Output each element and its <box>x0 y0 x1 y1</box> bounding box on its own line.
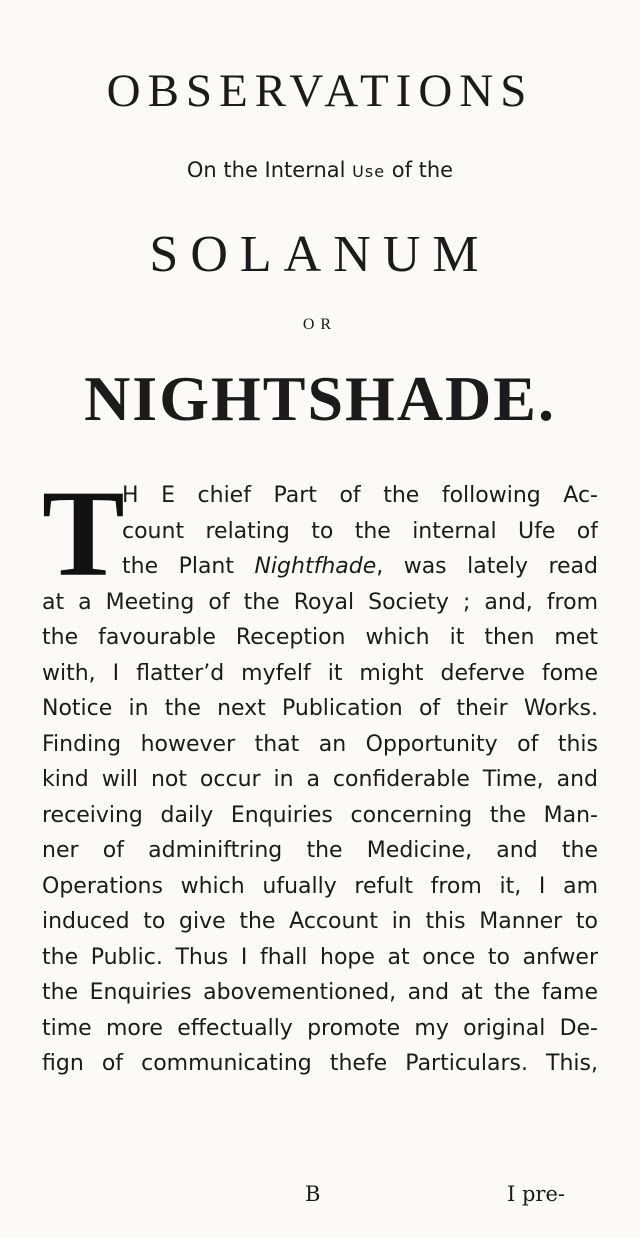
text-line: at a Meeting of the Royal Society ; and, from <box>42 589 598 615</box>
text-line: fign of communicating thefe Particulars. This, <box>42 1051 598 1076</box>
or-label: OR <box>302 316 338 333</box>
signature-mark: B <box>305 1182 321 1206</box>
text-line: the Enquiries abovementioned, and at the fame <box>42 980 598 1005</box>
text-line: time more effectually promote my original De- <box>42 1015 598 1041</box>
text-line: H E chief Part of the following Ac- <box>122 483 598 508</box>
body-text <box>42 465 598 1082</box>
main-title: OBSERVATIONS <box>106 65 534 117</box>
plant-name: Nightfhade <box>254 554 377 579</box>
subtitle-suffix: of the <box>385 158 454 182</box>
drop-cap: T <box>42 465 125 602</box>
text-line: Operations which ufually refult from it, I am <box>42 873 598 899</box>
nightshade-title: NIGHTSHADE. <box>84 363 556 434</box>
text-line: count relating to the internal Ufe of <box>122 518 598 544</box>
text-line-end: , was lately read <box>376 554 598 579</box>
catchword: I pre- <box>507 1182 565 1206</box>
text-line: with, I flatter’d myfelf it might deferve fome <box>42 660 598 686</box>
subtitle-prefix: On the Internal <box>186 158 353 182</box>
text-line-start: the Plant <box>122 554 255 579</box>
subtitle-use: Use <box>352 162 386 181</box>
text-line: Notice in the next Publication of their Works. <box>42 696 598 721</box>
subtitle <box>0 160 640 181</box>
text-line: induced to give the Account in this Manner to <box>42 909 598 934</box>
text-line <box>122 549 598 585</box>
text-line: kind will not occur in a confiderable Time, and <box>42 767 598 792</box>
text-line: receiving daily Enquiries concerning the Man- <box>42 802 598 828</box>
text-line: Finding however that an Opportunity of this <box>42 731 598 757</box>
text-line: the favourable Reception which it then met <box>42 625 598 650</box>
text-line: the Public. Thus I fhall hope at once to anfwer <box>42 944 598 970</box>
solanum-title: SOLANUM <box>149 226 491 283</box>
text-line: ner of adminiftring the Medicine, and the <box>42 838 598 863</box>
